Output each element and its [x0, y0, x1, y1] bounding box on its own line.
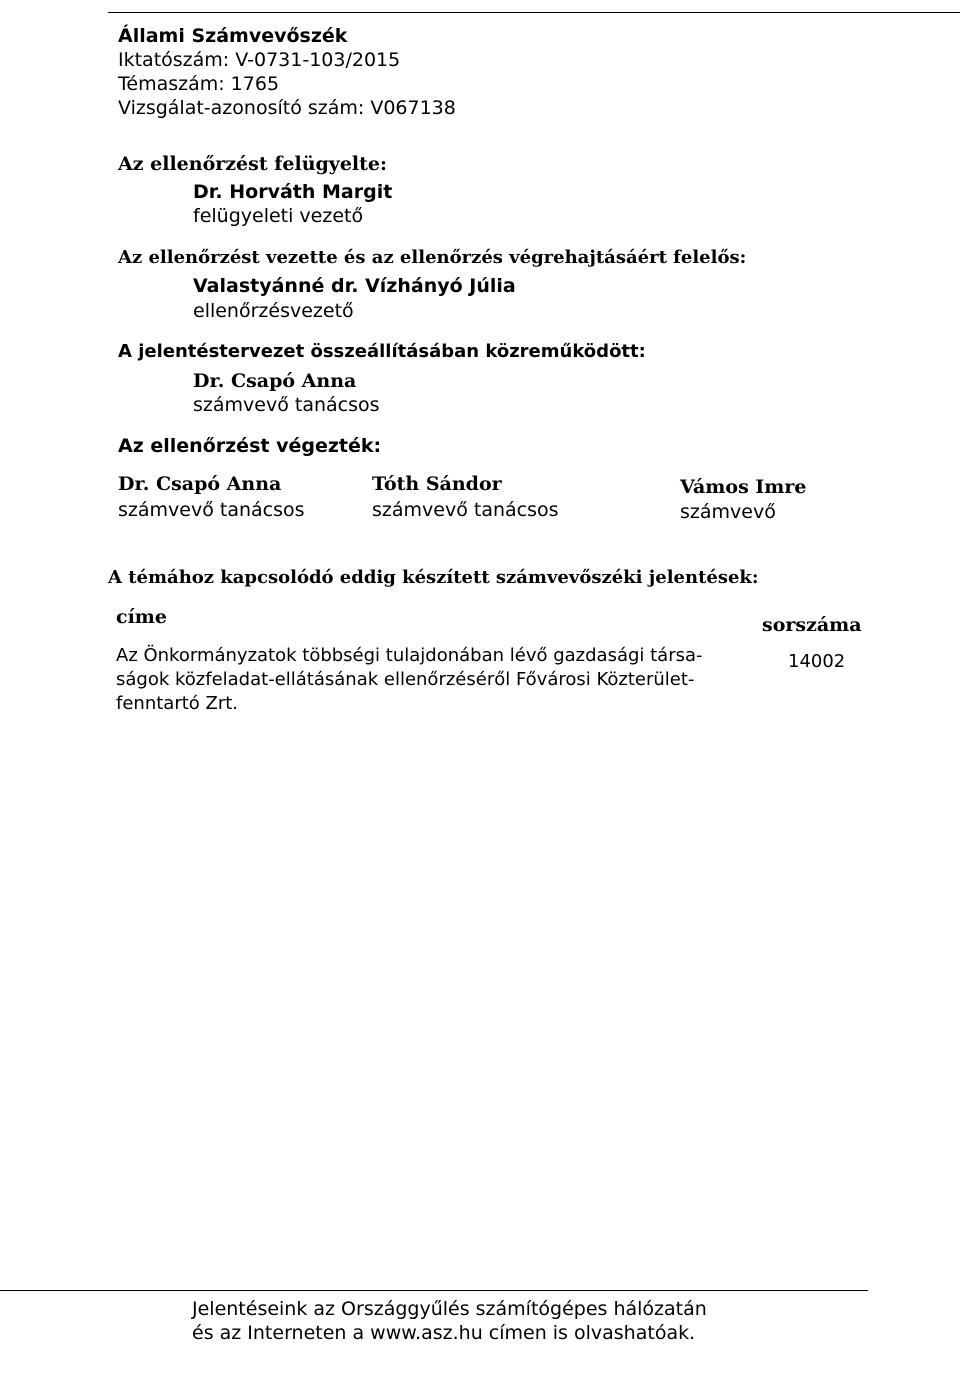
top-rule [108, 12, 960, 13]
auditor-role: számvevő [680, 501, 776, 523]
footer-rule [0, 1290, 868, 1291]
auditor-role: számvevő tanácsos [118, 499, 305, 521]
report-title-line: Az Önkormányzatok többségi tulajdonában lévő gazdasági társa- [116, 645, 703, 666]
auditor-name: Dr. Csapó Anna [118, 473, 282, 495]
supervision-heading: Az ellenőrzést felügyelte: [118, 153, 388, 175]
lead-role: ellenőrzésvezető [193, 300, 354, 322]
supervisor-role: felügyeleti vezető [193, 205, 364, 227]
institution-name: Állami Számvevőszék [118, 25, 348, 47]
report-number: 14002 [788, 651, 846, 672]
auditor-name: Vámos Imre [680, 476, 807, 498]
related-reports-heading: A témához kapcsolódó eddig készített számvevőszéki jelentések: [108, 567, 759, 588]
lead-heading: Az ellenőrzést vezette és az ellenőrzés végrehajtásáért felelős: [118, 247, 747, 268]
audit-id: Vizsgálat-azonosító szám: V067138 [118, 97, 456, 119]
column-header-number: sorszáma [762, 614, 862, 636]
auditor-role: számvevő tanácsos [372, 499, 559, 521]
drafting-role: számvevő tanácsos [193, 394, 380, 416]
footer-line: Jelentéseink az Országgyűlés számítógépes hálózatán [192, 1298, 707, 1320]
report-title-line: fenntartó Zrt. [116, 693, 239, 714]
drafting-heading: A jelentéstervezet összeállításában közreműködött: [118, 341, 646, 362]
topic-number: Témaszám: 1765 [118, 73, 280, 95]
supervisor-name: Dr. Horváth Margit [193, 181, 393, 203]
auditor-name: Tóth Sándor [372, 473, 502, 495]
drafting-name: Dr. Csapó Anna [193, 370, 357, 392]
column-header-title: címe [116, 606, 167, 628]
auditors-heading: Az ellenőrzést végezték: [118, 435, 382, 457]
file-number: Iktatószám: V-0731-103/2015 [118, 49, 401, 71]
footer-line: és az Interneten a www.asz.hu címen is olvashatóak. [192, 1322, 696, 1344]
lead-name: Valastyánné dr. Vízhányó Júlia [193, 275, 516, 297]
report-title-line: ságok közfeladat-ellátásának ellenőrzéséről Fővárosi Közterület- [116, 669, 695, 690]
